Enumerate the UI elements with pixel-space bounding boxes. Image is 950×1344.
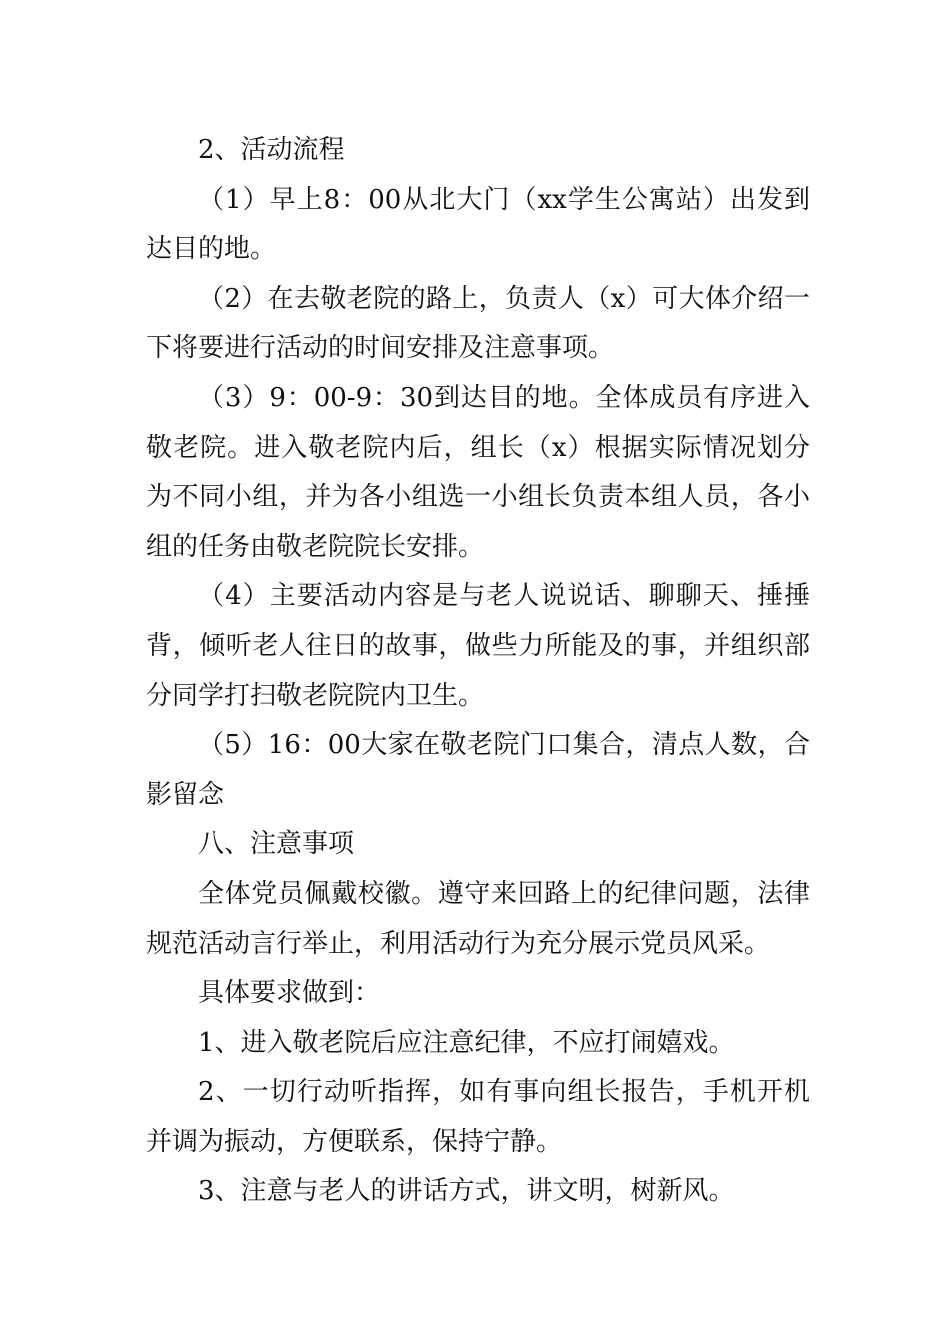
section-heading-notes: 八、注意事项 <box>198 829 355 860</box>
paragraph-requirement-2: 2、一切行动听指挥，如有事向组长报告，手机开机并调为振动，方便联系，保持宁静。 <box>146 1077 810 1157</box>
paragraph-activity-flow-heading: 2、活动流程 <box>198 135 345 165</box>
paragraph-requirements-heading: 具体要求做到： <box>198 978 381 1009</box>
paragraph-step-4: （4）主要活动内容是与老人说说话、聊聊天、捶捶背，倾听老人往日的故事，做些力所能及的事，并组织部分同学打扫敬老院院内卫生。 <box>146 581 810 711</box>
paragraph-requirement-1: 1、进入敬老院后应注意纪律，不应打闹嬉戏。 <box>198 1027 735 1058</box>
paragraph-notes-intro: 全体党员佩戴校徽。遵守来回路上的纪律问题，法律规范活动言行举止，利用活动行为充分展示党员风采。 <box>146 878 810 959</box>
document-body <box>146 126 810 1217</box>
paragraph-step-5: （5）16：00大家在敬老院门口集合，清点人数，合影留念 <box>146 730 810 810</box>
paragraph-step-2: （2）在去敬老院的路上，负责人（x）可大体介绍一下将要进行活动的时间安排及注意事项。 <box>146 283 810 364</box>
paragraph-step-3: （3）9：00-9：30到达目的地。全体成员有序进入敬老院。进入敬老院内后，组长（x）根据实际情况划分为不同小组，并为各小组选一小组长负责本组人员，各小组的任务由敬老院院长安排。 <box>146 382 810 562</box>
paragraph-step-1: （1）早上8：00从北大门（xx学生公寓站）出发到达目的地。 <box>146 184 810 265</box>
paragraph-requirement-3: 3、注意与老人的讲话方式，讲文明，树新风。 <box>198 1176 735 1207</box>
